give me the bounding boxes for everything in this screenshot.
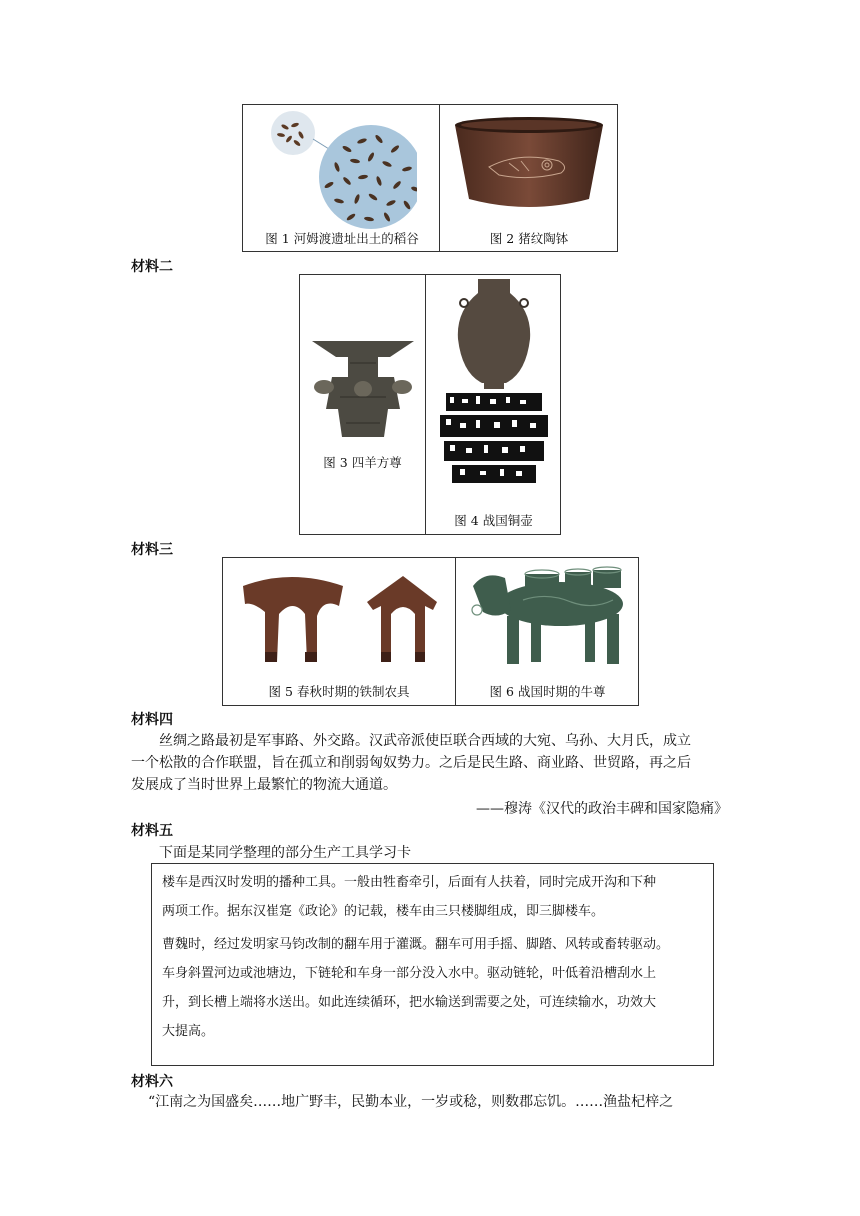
material-6-text: “江南之为国盛矣……地广野丰，民勤本业，一岁或稔，则数郡忘饥。……渔盐杞梓之 [148,1094,674,1110]
material-5-intro: 下面是某同学整理的部分生产工具学习卡 [159,845,411,861]
four-goat-zun-image [310,337,416,445]
material-4-line: 丝绸之路最初是军事路、外交路。汉武帝派使臣联合西域的大宛、乌孙、大月氏，成立 [159,733,691,749]
study-card-line: 两项工作。据东汉崔寔《政论》的记载，楼车由三只楼脚组成，即三脚楼车。 [162,904,605,919]
material-4-line: 一个松散的合作联盟，旨在孤立和削弱匈奴势力。之后是民生路、商业路、世贸路，再之后 [131,755,691,771]
material-4-source: ——穆涛《汉代的政治丰碑和国家隐痛》 [476,801,728,817]
figure-table-2 [299,274,561,535]
study-card-line: 车身斜置河边或池塘边，下链轮和车身一部分没入水中。驱动链轮，叶低着沿槽刮水上 [162,966,657,981]
bronze-ox-zun-image [467,564,629,672]
figure-4-caption: 图 4 战国铜壶 [454,513,533,528]
material-4-heading: 材料四 [131,712,173,728]
iron-farm-tools-image [239,570,439,666]
study-card [151,863,714,1066]
table-divider [425,275,426,534]
figure-table-1 [242,104,618,252]
material-4-line: 发展成了当时世界上最繁忙的物流大通道。 [131,777,397,793]
pig-pattern-bowl-image [449,111,609,215]
warring-states-bronze-hu-image [436,277,552,499]
study-card-line: 曹魏时，经过发明家马钧改制的翻车用于灌溉。翻车可用手摇、脚踏、风转或畜转驱动。 [162,937,670,952]
study-card-line: 升，到长槽上端将水送出。如此连续循环，把水输送到需要之处，可连续输水，功效大 [162,995,657,1010]
material-4-text [131,730,731,796]
figure-6-caption: 图 6 战国时期的牛尊 [489,684,606,699]
material-6-heading: 材料六 [131,1074,173,1090]
figure-1-caption: 图 1 河姆渡遗址出土的稻谷 [265,231,419,246]
table-divider [439,105,440,251]
study-card-line: 大提高。 [162,1024,215,1039]
rice-grains-image [267,109,417,229]
figure-5-caption: 图 5 春秋时期的铁制农具 [268,684,410,699]
figure-3-caption: 图 3 四羊方尊 [323,455,402,470]
material-3-heading: 材料三 [131,542,173,558]
study-card-line: 楼车是西汉时发明的播种工具。一般由牲畜牵引，后面有人扶着，同时完成开沟和下种 [162,875,657,890]
figure-2-caption: 图 2 猪纹陶钵 [489,231,569,246]
material-5-heading: 材料五 [131,823,173,839]
material-2-heading: 材料二 [131,259,173,275]
figure-table-3 [222,557,639,706]
